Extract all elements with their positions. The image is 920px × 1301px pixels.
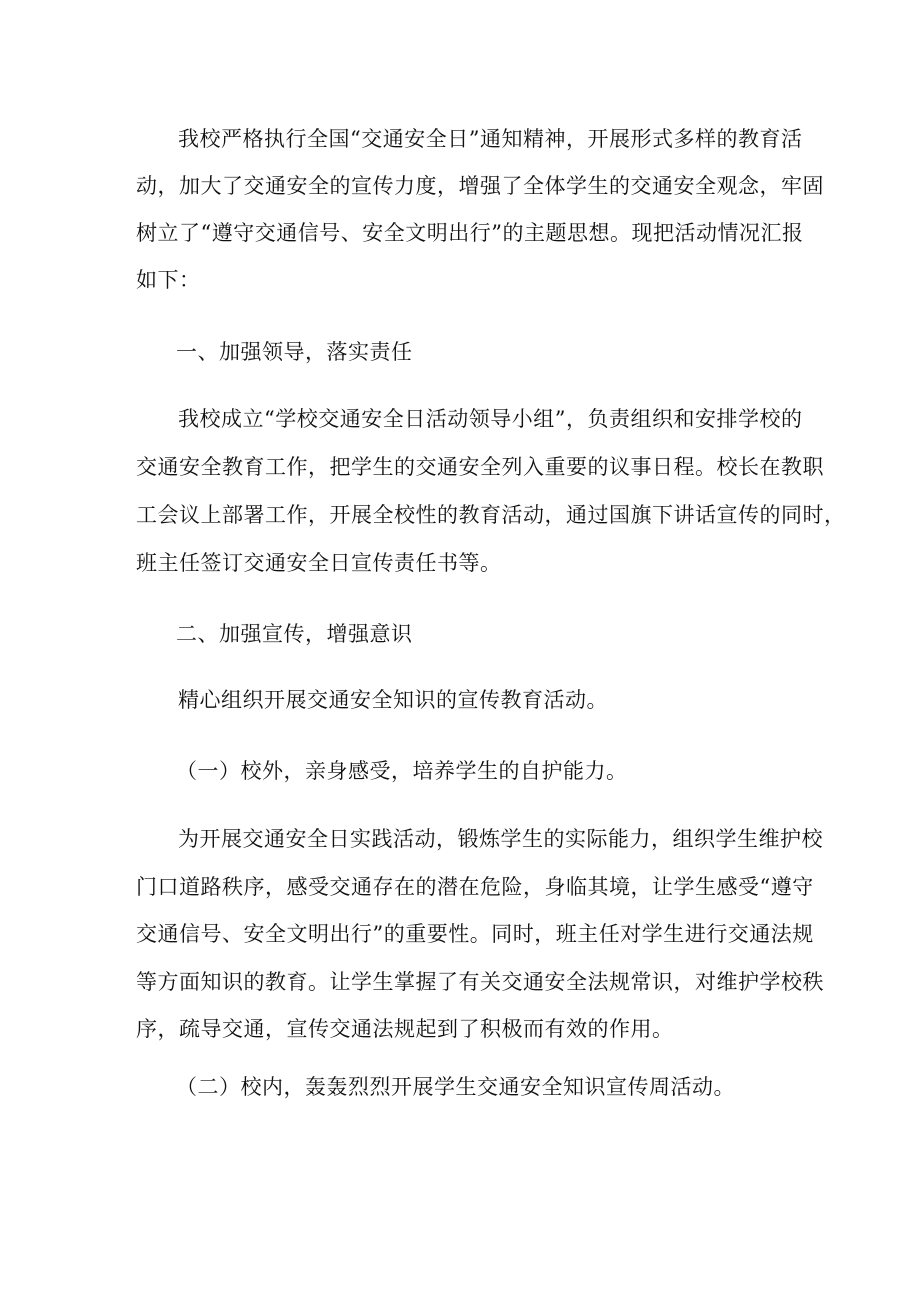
section-1-line-1: 我校成立“学校交通安全日活动领导小组”，负责组织和安排学校的: [178, 407, 803, 431]
subsection-2-heading: （二）校内，轰轰烈烈开展学生交通安全知识宣传周活动。: [176, 1075, 735, 1099]
intro-line-2: 动，加大了交通安全的宣传力度，增强了全体学生的交通安全观念，牢固: [136, 174, 824, 198]
subsection-1-line-2: 门口道路秩序，感受交通存在的潜在危险，身临其境，让学生感受“遵守: [136, 875, 814, 899]
section-2-heading: 二、加强宣传，增强意识: [176, 622, 413, 646]
subsection-1-line-3: 交通信号、安全文明出行”的重要性。同时，班主任对学生进行交通法规: [136, 922, 814, 946]
section-1-line-3: 工会议上部署工作，开展全校性的教育活动，通过国旗下讲话宣传的同时，: [136, 503, 846, 527]
section-2-intro: 精心组织开展交通安全知识的宣传教育活动。: [178, 688, 608, 712]
subsection-1-line-4: 等方面知识的教育。让学生掌握了有关交通安全法规常识，对维护学校秩: [136, 970, 824, 994]
intro-line-4: 如下：: [136, 268, 201, 292]
section-1-line-4: 班主任签订交通安全日宣传责任书等。: [136, 551, 502, 575]
subsection-1-line-5: 序，疏导交通，宣传交通法规起到了积极而有效的作用。: [136, 1017, 674, 1041]
section-1-heading: 一、加强领导，落实责任: [176, 340, 413, 364]
section-1-line-2: 交通安全教育工作，把学生的交通安全列入重要的议事日程。校长在教职: [136, 455, 824, 479]
subsection-1-heading: （一）校外，亲身感受，培养学生的自护能力。: [176, 759, 628, 783]
subsection-1-line-1: 为开展交通安全日实践活动，锻炼学生的实际能力，组织学生维护校: [178, 827, 823, 851]
intro-line-3: 树立了“遵守交通信号、安全文明出行”的主题思想。现把活动情况汇报: [136, 221, 804, 245]
intro-line-1: 我校严格执行全国“交通安全日”通知精神，开展形式多样的教育活: [178, 127, 803, 151]
